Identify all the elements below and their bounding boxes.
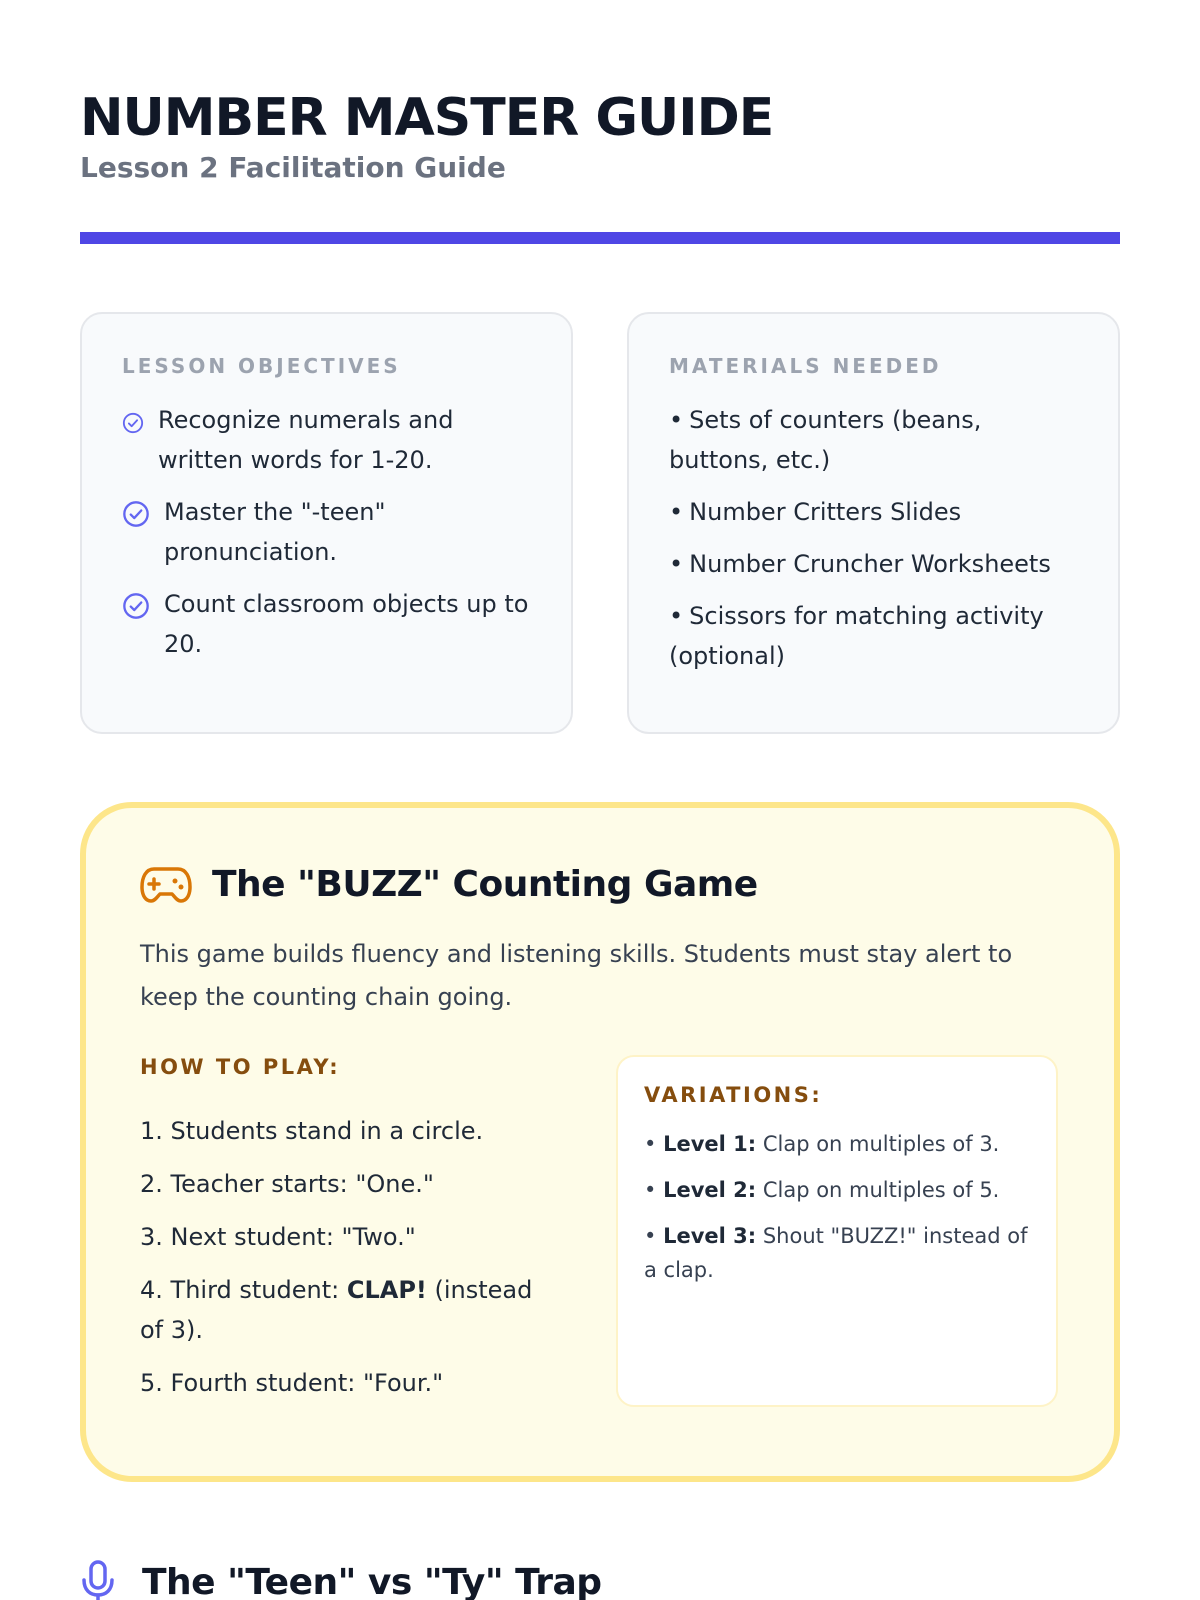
material-item <box>669 400 1080 480</box>
variation-item <box>644 1219 1030 1287</box>
variation-text: Clap on multiples of 5. <box>756 1178 1000 1202</box>
material-text: Scissors for matching activity (optional) <box>669 602 1044 670</box>
materials-card <box>627 312 1120 734</box>
variations-box <box>616 1055 1058 1407</box>
bullet: • <box>644 1178 657 1202</box>
game-columns <box>140 1055 1060 1416</box>
check-circle-icon <box>122 412 144 434</box>
teen-vs-ty-section-header <box>80 1560 602 1600</box>
section-title: The "Teen" vs "Ty" Trap <box>142 1561 602 1600</box>
material-item <box>669 596 1080 676</box>
check-circle-icon <box>122 500 150 528</box>
material-text: Number Cruncher Worksheets <box>689 550 1051 578</box>
objective-item <box>122 584 533 664</box>
check-circle-icon <box>122 592 150 620</box>
objective-item <box>122 492 533 572</box>
how-to-play <box>140 1055 560 1416</box>
bullet: • <box>669 498 684 526</box>
variations-label: VARIATIONS: <box>644 1083 823 1107</box>
game-header <box>140 864 1060 905</box>
material-item <box>669 492 1080 532</box>
material-text: Sets of counters (beans, buttons, etc.) <box>669 406 982 474</box>
steps-list <box>140 1111 560 1403</box>
gamepad-icon <box>140 865 192 905</box>
variation-item <box>644 1173 1030 1207</box>
page-subtitle: Lesson 2 Facilitation Guide <box>80 151 506 184</box>
info-cards <box>80 312 1120 734</box>
objective-text: Count classroom objects up to 20. <box>164 590 529 658</box>
buzz-game-section <box>80 802 1120 1482</box>
bullet: • <box>644 1132 657 1156</box>
step-item: 2. Teacher starts: "One." <box>140 1170 434 1198</box>
material-text: Number Critters Slides <box>689 498 962 526</box>
step-item: 1. Students stand in a circle. <box>140 1117 484 1145</box>
objective-text: Master the "-teen" pronunciation. <box>164 498 386 566</box>
variation-level: Level 3: <box>663 1224 757 1248</box>
bullet: • <box>669 550 684 578</box>
variation-item <box>644 1127 1030 1161</box>
objectives-heading: LESSON OBJECTIVES <box>122 354 401 378</box>
accent-divider <box>80 232 1120 244</box>
step-text: 4. Third student: <box>140 1276 347 1304</box>
objective-text: Recognize numerals and written words for 1-20. <box>158 406 454 474</box>
step-emphasis: CLAP! <box>346 1276 427 1304</box>
variation-text: Clap on multiples of 3. <box>756 1132 1000 1156</box>
microphone-icon <box>80 1560 116 1600</box>
step-item: 3. Next student: "Two." <box>140 1223 416 1251</box>
game-title: The "BUZZ" Counting Game <box>212 864 758 905</box>
how-to-play-label: HOW TO PLAY: <box>140 1055 341 1079</box>
variation-level: Level 1: <box>663 1132 757 1156</box>
bullet: • <box>669 602 684 630</box>
variation-level: Level 2: <box>663 1178 757 1202</box>
bullet: • <box>669 406 684 434</box>
page-title: NUMBER MASTER GUIDE <box>80 88 774 148</box>
material-item <box>669 544 1080 584</box>
step-text: (instead of 3). <box>140 1276 533 1344</box>
objective-item <box>122 400 533 480</box>
bullet: • <box>644 1224 657 1248</box>
step-item: 5. Fourth student: "Four." <box>140 1369 444 1397</box>
objectives-card <box>80 312 573 734</box>
step-item <box>140 1270 560 1350</box>
materials-heading: MATERIALS NEEDED <box>669 354 942 378</box>
game-description: This game builds fluency and listening skills. Students must stay alert to keep the counting chain going. <box>140 940 1013 1011</box>
variation-text: Shout "BUZZ!" instead of a clap. <box>644 1224 1028 1282</box>
